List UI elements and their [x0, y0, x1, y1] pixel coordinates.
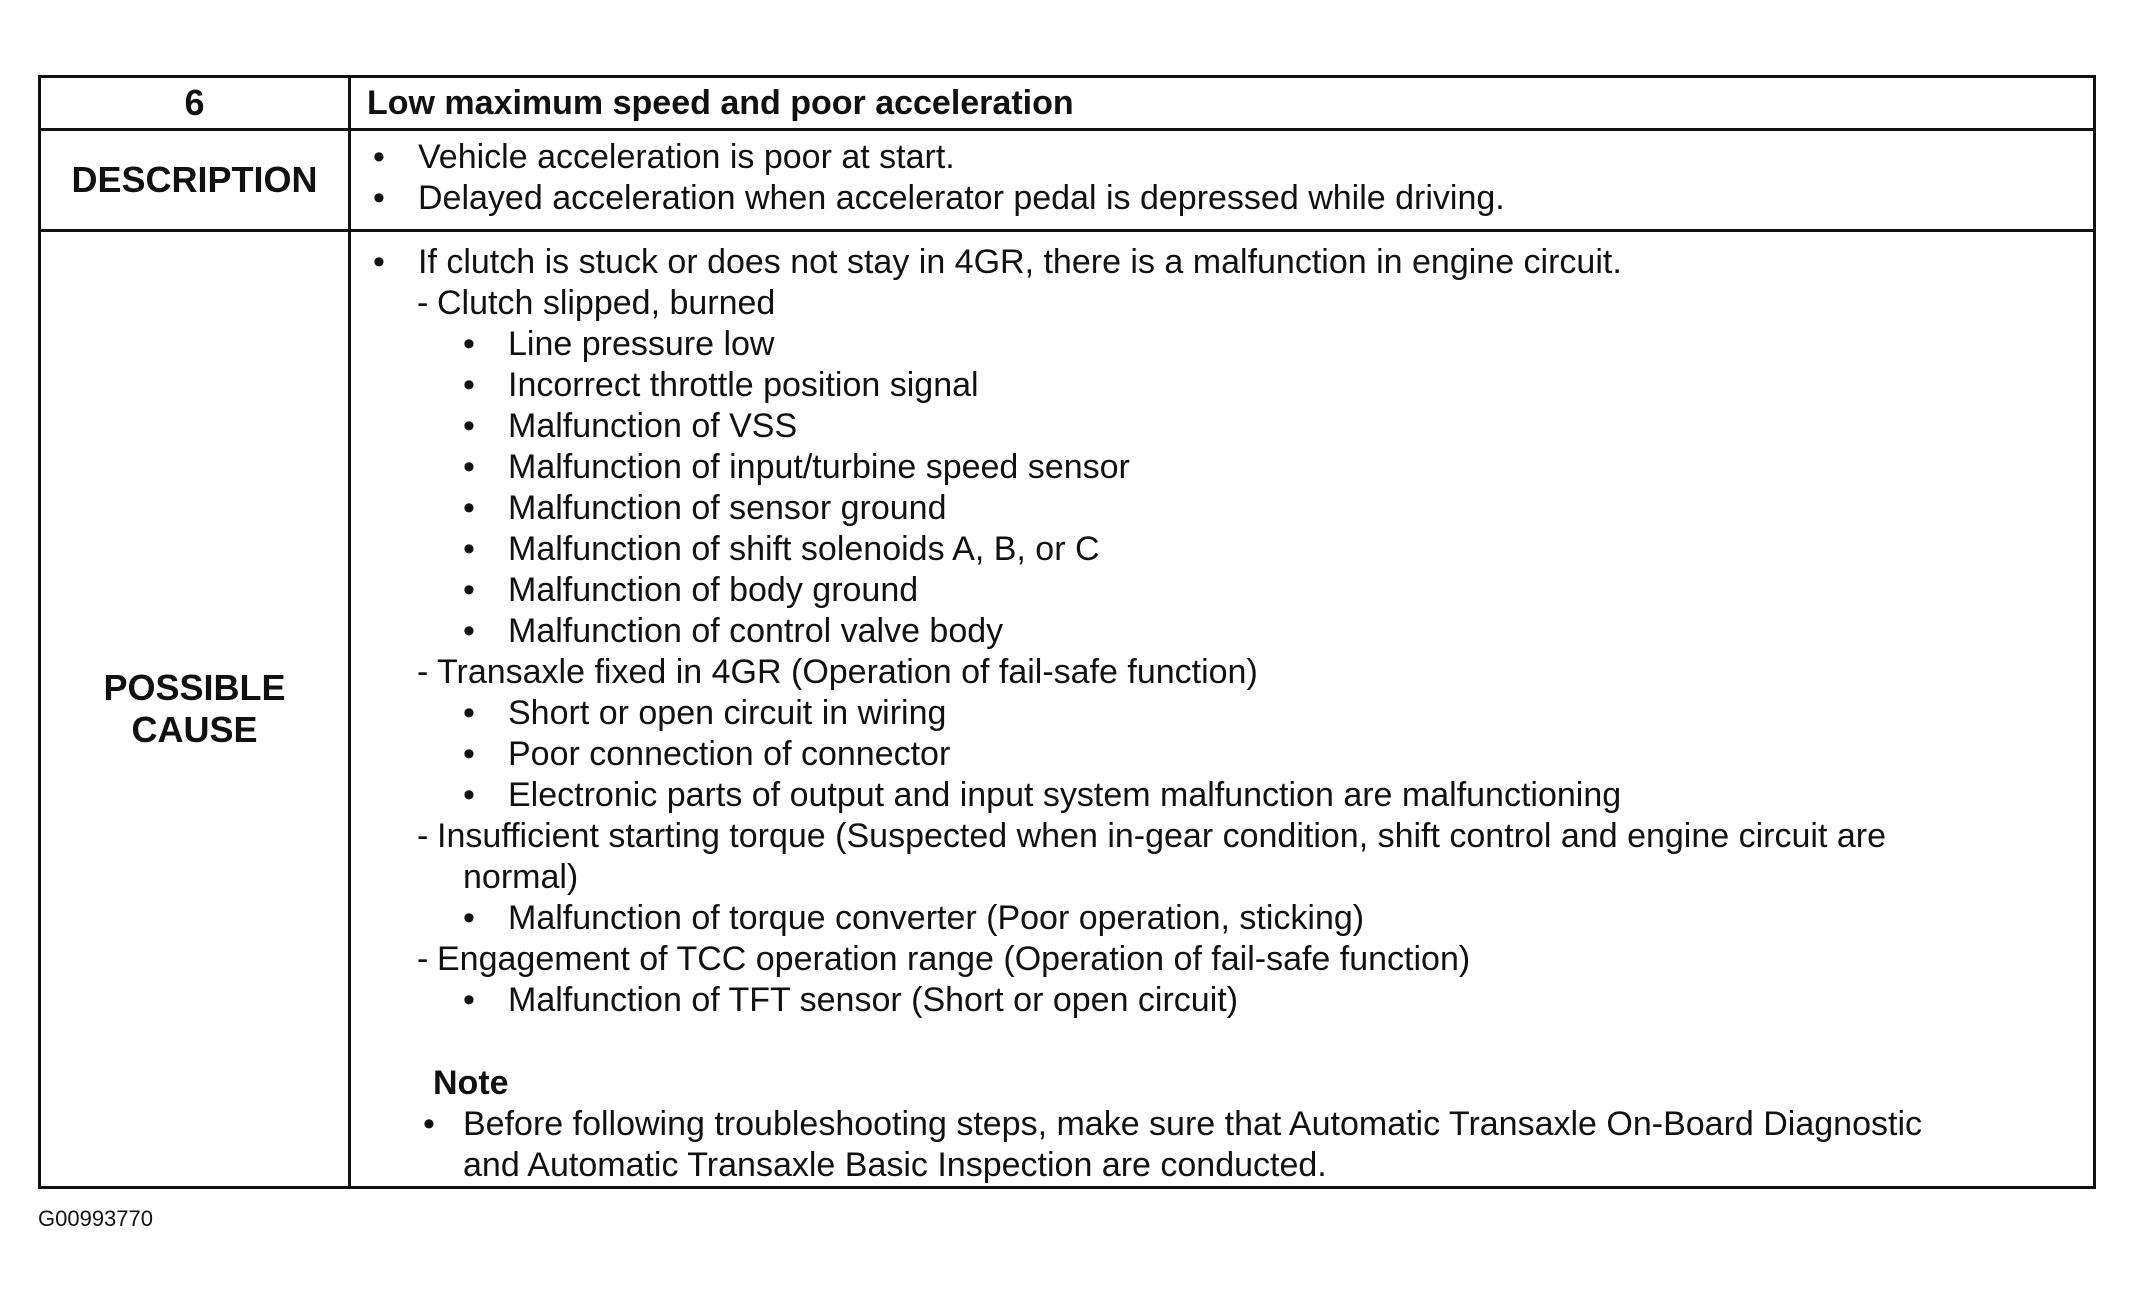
- symptom-title: Low maximum speed and poor acceleration: [350, 77, 2095, 130]
- bullet-icon: •: [463, 530, 475, 568]
- table-header-row: [40, 77, 2095, 130]
- step-number: 6: [40, 77, 350, 130]
- description-label: DESCRIPTION: [40, 130, 350, 231]
- bullet-icon: •: [373, 243, 385, 281]
- bullet-icon: •: [463, 776, 475, 814]
- description-cell: [350, 130, 2095, 231]
- list-item: • Malfunction of input/turbine speed sensor: [463, 448, 1130, 486]
- list-item: • Short or open circuit in wiring: [463, 694, 947, 732]
- list-item: • Malfunction of VSS: [463, 407, 798, 445]
- bullet-icon: •: [463, 735, 475, 773]
- cause-group-heading: - Clutch slipped, burned: [417, 284, 776, 322]
- bullet-icon: •: [463, 612, 475, 650]
- cause-intro: • If clutch is stuck or does not stay in 4GR, there is a malfunction in engine circuit.: [373, 243, 1622, 281]
- list-item: • Vehicle acceleration is poor at start.: [373, 138, 955, 176]
- list-item: • Malfunction of control valve body: [463, 612, 1004, 650]
- cause-group-heading: - Engagement of TCC operation range (Operation of fail-safe function): [417, 940, 1471, 978]
- bullet-icon: •: [373, 179, 385, 217]
- diagnosis-table: [38, 75, 2096, 1189]
- list-item: • Malfunction of body ground: [463, 571, 919, 609]
- possible-cause-label: POSSIBLE CAUSE: [40, 231, 350, 1188]
- cause-group-heading-continued: normal): [463, 858, 579, 896]
- list-item: • Malfunction of shift solenoids A, B, or C: [463, 530, 1100, 568]
- bullet-icon: •: [463, 325, 475, 363]
- bullet-icon: •: [463, 981, 475, 1019]
- note-item-continued: and Automatic Transaxle Basic Inspection are conducted.: [463, 1146, 1327, 1184]
- list-item: • Line pressure low: [463, 325, 775, 363]
- bullet-icon: •: [463, 407, 475, 445]
- bullet-icon: •: [423, 1105, 435, 1143]
- list-item: • Poor connection of connector: [463, 735, 951, 773]
- bullet-icon: •: [373, 138, 385, 176]
- list-item: • Incorrect throttle position signal: [463, 366, 979, 404]
- image-code: G00993770: [38, 1206, 153, 1231]
- description-row: [40, 130, 2095, 231]
- note-item: • Before following troubleshooting steps, make sure that Automatic Transaxle On-Board Diagnostic: [423, 1105, 1922, 1143]
- list-item: • Malfunction of torque converter (Poor operation, sticking): [463, 899, 1365, 937]
- list-item: • Delayed acceleration when accelerator pedal is depressed while driving.: [373, 179, 1505, 217]
- cause-group-heading: - Insufficient starting torque (Suspected when in-gear condition, shift control and engine circuit are: [417, 817, 1886, 855]
- bullet-icon: •: [463, 899, 475, 937]
- bullet-icon: •: [463, 366, 475, 404]
- bullet-icon: •: [463, 448, 475, 486]
- note-heading: Note: [433, 1064, 509, 1102]
- possible-cause-cell: [350, 231, 2095, 1188]
- bullet-icon: •: [463, 489, 475, 527]
- bullet-icon: •: [463, 694, 475, 732]
- list-item: • Malfunction of TFT sensor (Short or open circuit): [463, 981, 1239, 1019]
- cause-group-heading: - Transaxle fixed in 4GR (Operation of fail-safe function): [417, 653, 1258, 691]
- list-item: • Malfunction of sensor ground: [463, 489, 947, 527]
- possible-cause-row: [40, 231, 2095, 1188]
- bullet-icon: •: [463, 571, 475, 609]
- list-item: • Electronic parts of output and input system malfunction are malfunctioning: [463, 776, 1622, 814]
